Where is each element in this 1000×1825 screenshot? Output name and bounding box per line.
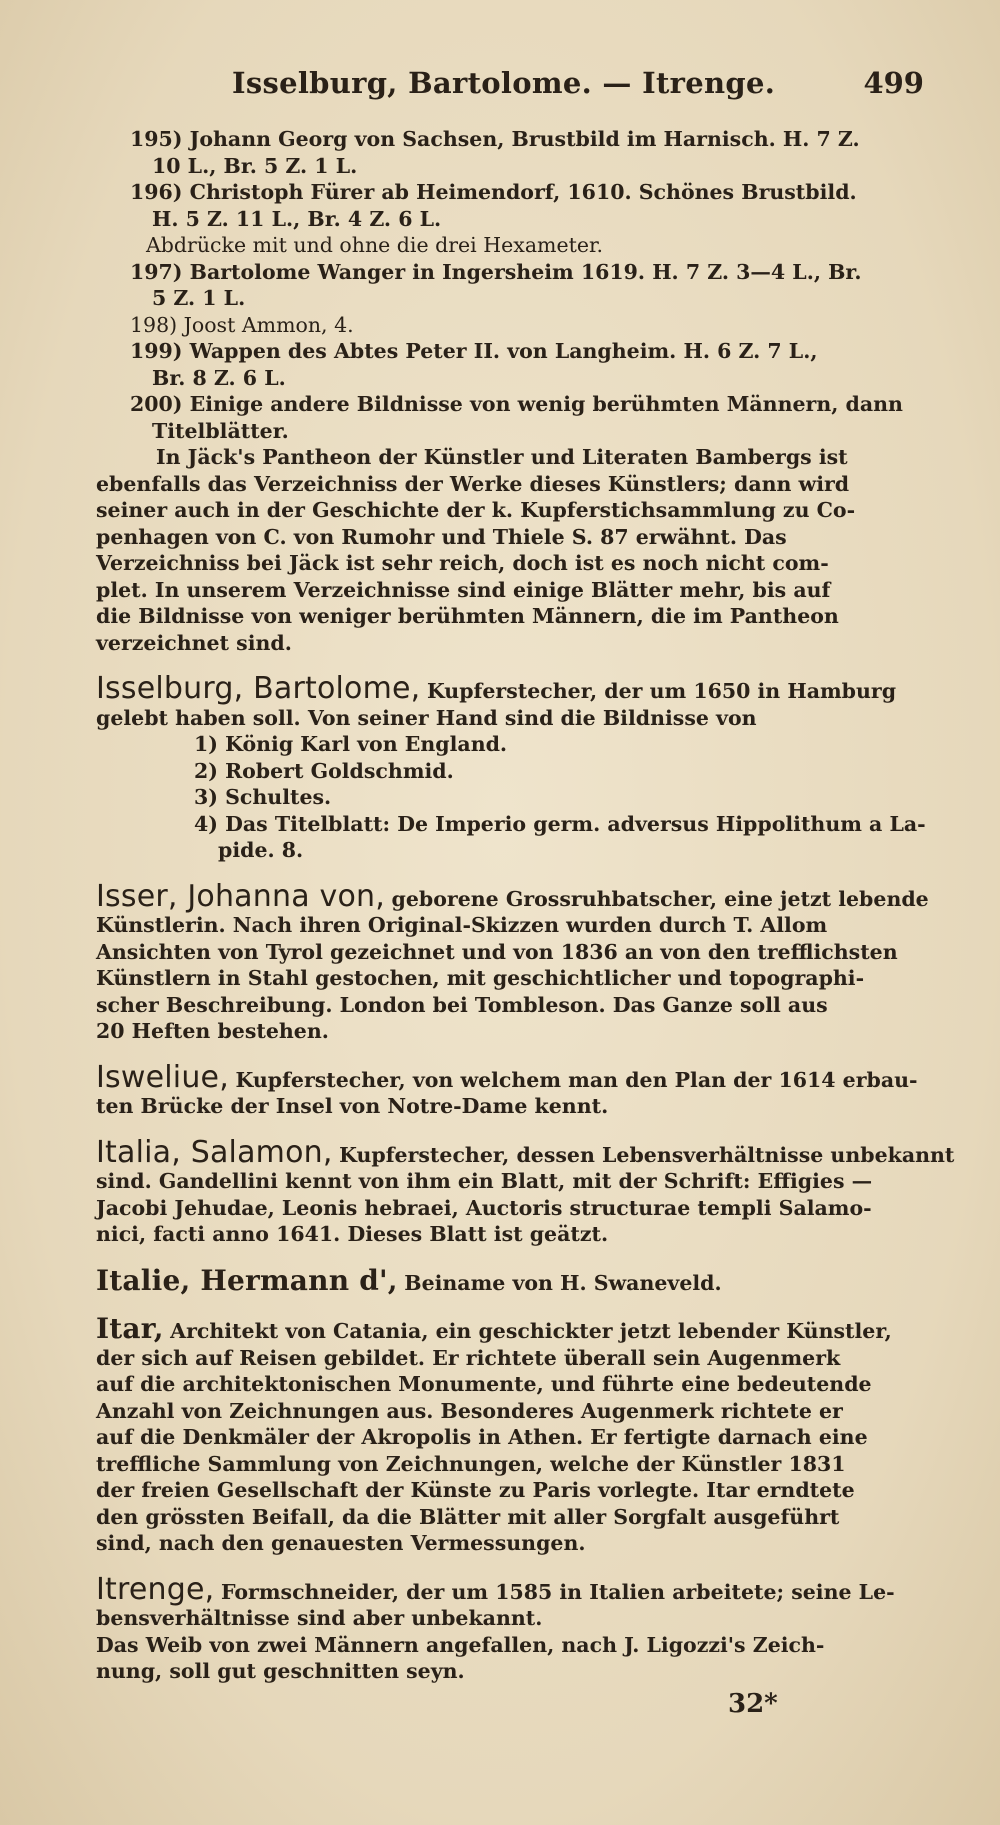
article-line: scher Beschreibung. London bei Tombleson. Das Ganze soll aus bbox=[96, 992, 828, 1017]
article-line: Künstlerin. Nach ihren Original-Skizzen wurden durch T. Allom bbox=[96, 913, 828, 937]
list-item: 2) Robert Goldschmid. bbox=[194, 758, 454, 783]
article-line: auf die architektonischen Monumente, und führte eine bedeutende bbox=[96, 1372, 872, 1396]
article-lead: Beiname von H. Swaneveld. bbox=[404, 1270, 722, 1295]
article-headword: Itar, bbox=[96, 1312, 164, 1345]
paragraph-line: seiner auch in der Geschichte der k. Kupferstichsammlung zu Co- bbox=[96, 498, 856, 522]
running-header bbox=[232, 66, 932, 108]
article-line: nici, facti anno 1641. Dieses Blatt ist geätzt. bbox=[96, 1222, 609, 1246]
commentary-paragraph bbox=[96, 444, 930, 656]
article-lead: Kupferstecher, von welchem man den Plan der 1614 erbau- bbox=[235, 1067, 918, 1092]
article-line: den grössten Beifall, da die Blätter mit aller Sorgfalt ausgeführt bbox=[96, 1504, 840, 1529]
article-headword: Isweliue, bbox=[96, 1059, 229, 1095]
article-line: nung, soll gut geschnitten seyn. bbox=[96, 1659, 465, 1683]
entry-note: Abdrücke mit und ohne die drei Hexameter. bbox=[146, 233, 604, 257]
paragraph-line: penhagen von C. von Rumohr und Thiele S. 87 erwähnt. Das bbox=[96, 524, 787, 549]
article-lead: Architekt von Catania, ein geschickter jetzt lebender Künstler, bbox=[170, 1319, 892, 1343]
entry-line: 196) Christoph Fürer ab Heimendorf, 1610. Schönes Brustbild. bbox=[130, 180, 857, 204]
work-entry-199 bbox=[130, 338, 930, 391]
paragraph-line: In Jäck's Pantheon der Künstler und Literaten Bambergs ist bbox=[156, 445, 848, 469]
list-item: 1) König Karl von England. bbox=[194, 732, 508, 756]
article-line: der freien Gesellschaft der Künste zu Paris vorlegte. Itar erndtete bbox=[96, 1478, 855, 1502]
entry-line: 199) Wappen des Abtes Peter II. von Langheim. H. 6 Z. 7 L., bbox=[130, 339, 818, 363]
work-entry-197 bbox=[130, 259, 930, 312]
article-lead: geborene Grossruhbatscher, eine jetzt lebende bbox=[391, 886, 929, 911]
article-line: Das Weib von zwei Männern angefallen, nach J. Ligozzi's Zeich- bbox=[96, 1632, 825, 1657]
article-line: der sich auf Reisen gebildet. Er richtete überall sein Augenmerk bbox=[96, 1345, 841, 1370]
entry-line: 197) Bartolome Wanger in Ingersheim 1619. H. 7 Z. 3—4 L., Br. bbox=[130, 259, 862, 284]
entry-line: Titelblätter. bbox=[152, 418, 289, 443]
page-number: 499 bbox=[863, 66, 924, 100]
article-lead: Kupferstecher, der um 1650 in Hamburg bbox=[426, 679, 897, 703]
article-line: 20 Heften bestehen. bbox=[96, 1019, 329, 1043]
article-itar bbox=[96, 1312, 930, 1557]
list-item: 4) Das Titelblatt: De Imperio germ. adversus Hippolithum a La- bbox=[194, 811, 926, 836]
article-isser bbox=[96, 878, 930, 1045]
article-line: bensverhältnisse sind aber unbekannt. bbox=[96, 1606, 543, 1630]
article-line: Ansichten von Tyrol gezeichnet und von 1836 an von den trefflichsten bbox=[96, 939, 898, 964]
article-line: auf die Denkmäler der Akropolis in Athen. Er fertigte darnach eine bbox=[96, 1425, 868, 1449]
entry-line: 198) Joost Ammon, 4. bbox=[130, 312, 354, 337]
page-body bbox=[42, 126, 955, 1685]
running-title: Isselburg, Bartolome. — Itrenge. bbox=[232, 66, 776, 100]
entry-line: 195) Johann Georg von Sachsen, Brustbild im Harnisch. H. 7 Z. bbox=[130, 127, 860, 151]
article-line: gelebt haben soll. Von seiner Hand sind die Bildnisse von bbox=[96, 705, 757, 730]
article-headword: Italia, Salamon, bbox=[96, 1134, 333, 1170]
paragraph-line: verzeichnet sind. bbox=[96, 630, 292, 655]
article-isweliue bbox=[96, 1059, 930, 1120]
article-line: Künstlern in Stahl gestochen, mit geschichtlicher und topographi- bbox=[96, 966, 865, 990]
article-line: Jacobi Jehudae, Leonis hebraei, Auctoris structurae templi Salamo- bbox=[96, 1195, 872, 1220]
article-line: treffliche Sammlung von Zeichnungen, welche der Künstler 1831 bbox=[96, 1451, 846, 1476]
article-headword: Isser, Johanna von, bbox=[96, 878, 385, 914]
entry-line: 5 Z. 1 L. bbox=[152, 286, 246, 310]
paragraph-line: ebenfalls das Verzeichniss der Werke dieses Künstlers; dann wird bbox=[96, 471, 850, 496]
article-isselburg bbox=[96, 671, 930, 864]
entry-line: Br. 8 Z. 6 L. bbox=[152, 365, 286, 390]
entry-line: 200) Einige andere Bildnisse von wenig berühmten Männern, dann bbox=[130, 392, 903, 416]
paragraph-line: plet. In unserem Verzeichnisse sind einige Blätter mehr, bis auf bbox=[96, 577, 831, 602]
article-headword: Itrenge, bbox=[96, 1571, 215, 1607]
paragraph-line: Verzeichniss bei Jäck ist sehr reich, doch ist es noch nicht com- bbox=[96, 551, 829, 575]
article-itrenge bbox=[96, 1571, 930, 1685]
work-entry-198 bbox=[130, 312, 930, 339]
entry-line: 10 L., Br. 5 Z. 1 L. bbox=[152, 153, 358, 178]
work-entry-195 bbox=[130, 126, 930, 179]
article-italie bbox=[96, 1263, 930, 1297]
article-headword: Italie, Hermann d', bbox=[96, 1263, 398, 1297]
article-headword: Isselburg, Bartolome, bbox=[96, 671, 421, 706]
entry-line: H. 5 Z. 11 L., Br. 4 Z. 6 L. bbox=[152, 206, 442, 231]
article-lead: Kupferstecher, dessen Lebensverhältnisse unbekannt bbox=[339, 1142, 955, 1167]
article-line: ten Brücke der Insel von Notre-Dame kennt. bbox=[96, 1094, 609, 1118]
list-item: 3) Schultes. bbox=[194, 785, 332, 809]
article-line: sind. Gandellini kennt von ihm ein Blatt, mit der Schrift: Effigies — bbox=[96, 1169, 873, 1193]
article-italia bbox=[96, 1134, 955, 1248]
work-entry-200 bbox=[130, 391, 930, 444]
article-line: sind, nach den genauesten Vermessungen. bbox=[96, 1531, 586, 1555]
work-entry-196 bbox=[130, 179, 930, 232]
signature-mark: 32* bbox=[728, 1689, 778, 1719]
article-lead: Formschneider, der um 1585 in Italien arbeitete; seine Le- bbox=[220, 1579, 895, 1604]
list-item-cont: pide. 8. bbox=[218, 838, 304, 862]
paragraph-line: die Bildnisse von weniger berühmten Männern, die im Pantheon bbox=[96, 604, 839, 628]
article-line: Anzahl von Zeichnungen aus. Besonderes Augenmerk richtete er bbox=[96, 1398, 843, 1423]
